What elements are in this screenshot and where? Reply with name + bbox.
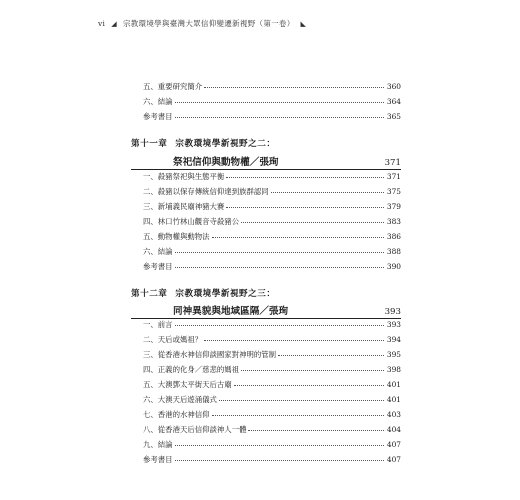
chapter-number: 第十一章 [131,139,168,149]
toc-entry-page: 403 [386,410,401,419]
toc-entry[interactable] [143,187,401,197]
chapter-title: 祭祀信仰與動物權／張珣 [173,157,279,168]
toc-entry[interactable] [143,202,401,212]
dot-leader [175,445,384,446]
toc-entry[interactable] [143,335,401,345]
toc-entry-title: 五、動物權與動物法 [143,232,210,241]
toc-entry-page: 365 [386,112,401,121]
dot-leader [175,267,384,268]
toc-entry-title: 一、殺豬祭祀與生態平衡 [143,172,225,181]
toc-entry[interactable] [143,172,401,182]
dot-leader [271,192,384,193]
toc-entry[interactable] [143,410,401,420]
toc-entry-page: 360 [386,82,401,91]
toc-entry-title: 六、大澳天后遊涌儀式 [143,395,217,404]
dot-leader [175,252,384,253]
toc-entry-title: 八、從香港天后信仰談神人一體 [143,425,247,434]
toc-entry[interactable] [143,217,401,227]
toc-entry[interactable] [143,440,401,450]
toc-entry-title: 四、林口竹林山觀音寺殺豬公 [143,217,240,226]
toc-entry-page: 398 [386,365,401,374]
dot-leader [212,237,384,238]
chapter-number: 第十二章 [131,289,168,299]
toc-entry-page: 390 [386,262,401,271]
toc-entry-title: 七、香港的水神信仰 [143,410,210,419]
dot-leader [219,400,384,401]
chapter-rule [131,169,401,170]
dot-leader [241,222,384,223]
toc-entry-title: 參考書目 [143,455,173,464]
toc-entry[interactable] [143,112,401,122]
dot-leader [175,117,384,118]
dot-leader [175,102,384,103]
toc-entry[interactable] [143,247,401,257]
chapter-title: 同神異貌與地域區隔／張珣 [173,306,289,317]
toc-entry-title: 五、重要研究簡介 [143,82,203,91]
toc-entry-page: 395 [386,350,401,359]
toc-entry-page: 371 [386,172,401,181]
toc-entry[interactable] [143,455,401,465]
dot-leader [204,340,384,341]
toc-entry[interactable] [143,350,401,360]
chapter-page: 393 [384,307,401,317]
dot-leader [226,177,384,178]
book-title: 宗教環境學與臺灣大眾信仰變遷新視野（第一卷） [122,19,295,28]
chapter-series: 宗教環境學新視野之二： [175,139,276,149]
chapter-heading [131,137,275,149]
chapter-page: 371 [384,158,401,168]
toc-entry-page: 364 [386,97,401,106]
dot-leader [204,87,384,88]
toc-entry-page: 394 [386,335,401,344]
toc-entry-title: 三、新埔義民廟神豬大賽 [143,202,225,211]
toc-entry-page: 407 [386,455,401,464]
toc-entry-title: 一、前言 [143,320,173,329]
triangle-marker-icon: ◣ [300,19,307,28]
toc-entry-title: 參考書目 [143,262,173,271]
toc-entry[interactable] [143,232,401,242]
toc-entry-page: 383 [386,217,401,226]
dot-leader [175,460,384,461]
dot-leader [226,207,384,208]
chapter-title-row[interactable] [143,303,401,317]
toc-entry-title: 五、大澳鄧太平街天后古廟 [143,380,232,389]
toc-entry[interactable] [143,425,401,435]
dot-leader [175,325,384,326]
chapter-rule [131,318,401,319]
dot-leader [234,385,384,386]
chapter-series: 宗教環境學新視野之三： [175,289,276,299]
chapter-heading [131,287,275,299]
dot-leader [241,370,384,371]
toc-entry-title: 二、天后或媽祖？ [143,335,203,344]
toc-entry-title: 三、從香港水神信仰談國家對神明的管制 [143,350,277,359]
chapter-title-row[interactable] [143,154,401,168]
toc-entry-page: 401 [386,380,401,389]
toc-entry[interactable] [143,380,401,390]
toc-entry-page: 407 [386,440,401,449]
toc-entry-page: 388 [386,247,401,256]
running-header [98,18,306,29]
toc-entry-page: 401 [386,395,401,404]
triangle-marker-icon: ◢ [111,19,117,28]
toc-entry[interactable] [143,82,401,92]
toc-entry[interactable] [143,320,401,330]
toc-entry-title: 九、結論 [143,440,173,449]
toc-entry-title: 參考書目 [143,112,173,121]
toc-entry-title: 四、正義的化身／慈悲的媽祖 [143,365,240,374]
toc-entry-page: 404 [386,425,401,434]
toc-entry-page: 375 [386,187,401,196]
toc-entry[interactable] [143,262,401,272]
toc-entry[interactable] [143,365,401,375]
toc-entry-page: 386 [386,232,401,241]
page-numeral: vi [98,19,106,28]
toc-entry-title: 二、殺豬以保存傳統信仰達到族群認同 [143,187,269,196]
dot-leader [212,415,384,416]
toc-entry-page: 393 [386,320,401,329]
dot-leader [278,355,384,356]
dot-leader [248,430,383,431]
toc-entry-page: 379 [386,202,401,211]
toc-entry[interactable] [143,97,401,107]
toc-entry-title: 六、結論 [143,97,173,106]
toc-entry[interactable] [143,395,401,405]
toc-entry-title: 六、結論 [143,247,173,256]
